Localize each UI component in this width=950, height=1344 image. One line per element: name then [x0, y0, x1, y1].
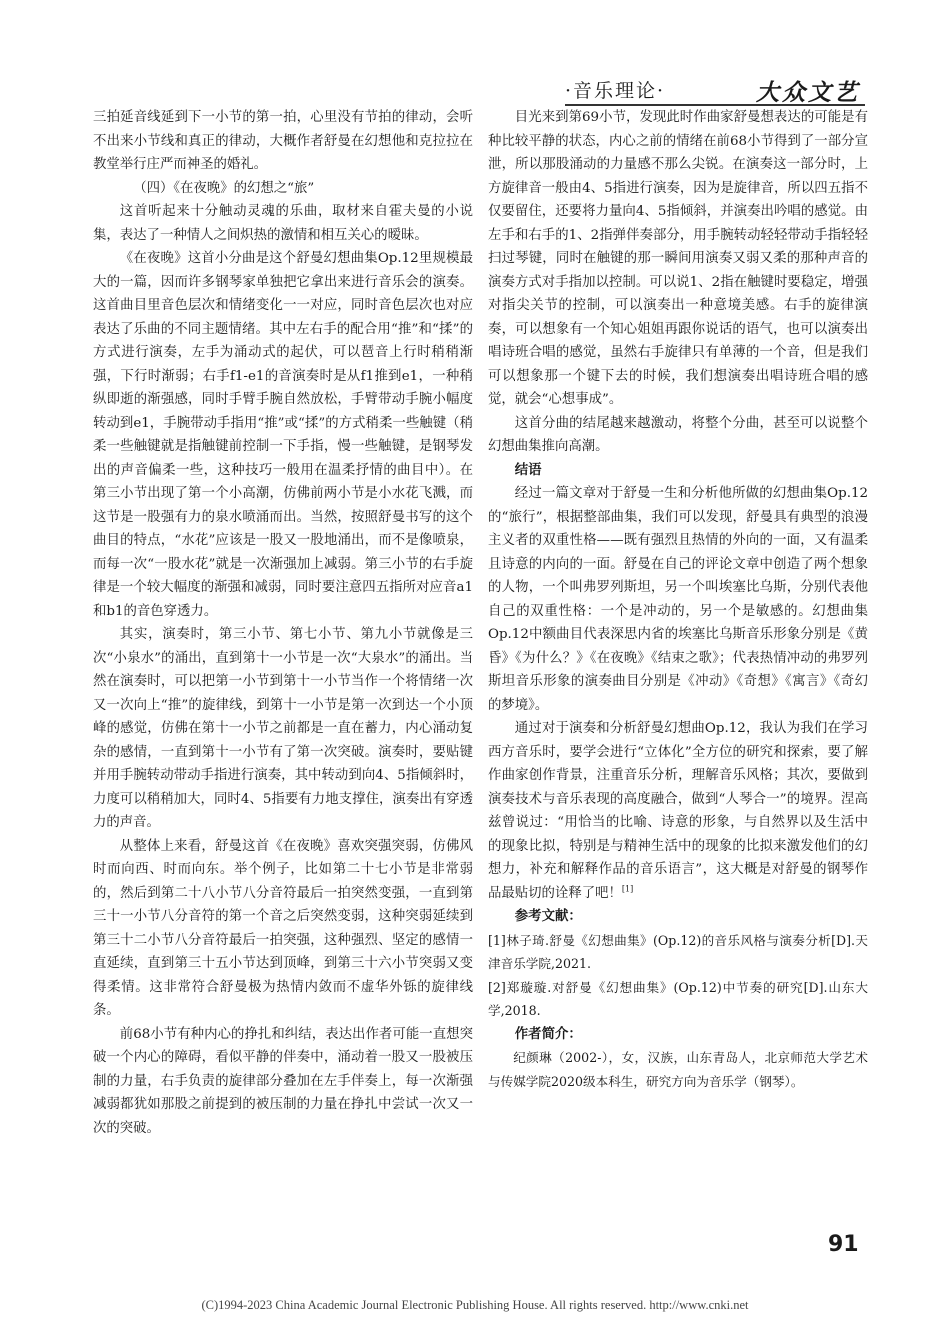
page-number: 91: [828, 1232, 859, 1257]
right-column: [488, 106, 868, 1093]
references-list: [488, 929, 868, 1023]
conclusion-heading: 结语: [514, 461, 542, 478]
running-header: [565, 74, 865, 104]
references-heading: 参考文献：: [514, 908, 582, 924]
citation-mark: [1]: [621, 884, 634, 894]
paragraph-text: 通过对于演奏和分析舒曼幻想曲Op.12，我认为我们在学习西方音乐时，要学会进行“立体化”全方位的研究和探索，要了解作曲家创作背景，注重音乐分析，理解音乐风格；其次，要做到演奏技术与音乐表现的高度融合，做到“人琴合一”的境界。涅高兹曾说过：“用恰当的比喻、诗意的形象，与自然界以及生活中的现象比拟，特别是与精神生活中的现象的比拟来激发他们的幻想力，补充和解释作品的音乐语言”，这大概是对舒曼的钢琴作品最贴切的诠释了吧！: [488, 721, 868, 901]
paragraph: 这首分曲的结尾越来越激动，将整个分曲，甚至可以说整个幻想曲集推向高潮。: [488, 415, 868, 454]
paragraph: 其实，演奏时，第三小节、第七小节、第九小节就像是三次“小泉水”的涌出，直到第十一小节是一次“大泉水”的涌出。当然在演奏时，可以把第一小节到第十一小节当作一个将情绪一次又一次向上“推”的旋律线，到第十一小节是第一次到达一个小顶峰的感觉，仿佛在第十一小节之前都是一直在蓄力，内心涌动复杂的感情，一直到第十一小节有了第一次突破。演奏时，要贴键并用手腕转动带动手指进行演奏，其中转动到向4、5指倾斜时，力度可以稍稍加大，同时4、5指要有力地支撑住，演奏出有穿透力的声音。: [93, 627, 473, 830]
paragraph: 从整体上来看，舒曼这首《在夜晚》喜欢突强突弱，仿佛风时而向西、时而向东。举个例子，比如第二十七小节是非常弱的，然后到第二十八小节八分音符最后一拍突然变强，一直到第三十一小节八分音符的第一个音之后突然变弱，这种突弱延续到第三十二小节八分音符最后一拍突强，这种强烈、坚定的感情一直延续，直到第三十五小节达到顶峰，到第三十六小节突弱又变得柔情。这非常符合舒曼极为热情内敛而不虚华外铄的旋律线条。: [93, 838, 473, 1018]
paragraph: 目光来到第69小节，发现此时作曲家舒曼想表达的可能是有种比较平静的状态，内心之前的情绪在前68小节得到了一部分宣泄，所以那股涌动的力量感不那么尖锐。在演奏这一部分时，上方旋律音一般由4、5指进行演奏，因为是旋律音，所以四五指不仅要留住，还要将力量向4、5指倾斜，并演奏出吟唱的感觉。由左手和右手的1、2指弹伴奏部分，用手腕转动轻轻带动手指轻轻扫过琴键，同时在触键的那一瞬间用演奏又弱又柔的那种声音的演奏方式对手指加以控制。可以说1、2指在触键时要稳定，增强对指尖关节的控制，可以演奏出一种意境美感。右手的旋律演奏，可以想象有一个知心姐姐再跟你说话的语气，也可以演奏出唱诗班合唱的感觉，虽然右手旋律只有单薄的一个音，但是我们可以想象那一个键下去的时候，我们想演奏出唱诗班合唱的感觉，就会“心想事成”。: [488, 110, 868, 407]
paragraph: 三拍延音线延到下一小节的第一拍，心里没有节拍的律动，会听不出来小节线和真正的律动，大概作者舒曼在幻想他和克拉拉在教堂举行庄严而神圣的婚礼。: [93, 110, 473, 172]
section-label: ·音乐理论·: [565, 80, 666, 102]
reference-item: [1]林子琦.舒曼《幻想曲集》(Op.12)的音乐风格与演奏分析[D].天津音乐学院,2021.: [488, 932, 868, 971]
copyright-footer: (C)1994-2023 China Academic Journal Electronic Publishing House. All rights reserved. http://www.cnki.net: [201, 1298, 749, 1312]
magazine-title: 大众文艺: [756, 79, 860, 106]
paragraph: [488, 717, 868, 905]
paragraph: 这首听起来十分触动灵魂的乐曲，取材来自霍夫曼的小说集，表达了一种情人之间炽热的激情和相互关心的暧昧。: [93, 204, 473, 243]
author-text: 纪颜琳（2002-），女，汉族，山东青岛人，北京师范大学艺术与传媒学院2020级本科生，研究方向为音乐学（钢琴）。: [488, 1050, 868, 1089]
author-heading: 作者简介：: [514, 1025, 582, 1042]
reference-item: [2]郑璇璇.对舒曼《幻想曲集》(Op.12)中节奏的研究[D].山东大学,2018.: [488, 979, 868, 1018]
left-column: [93, 106, 473, 1140]
section-heading: （四）《在夜晚》的幻想之“旅”: [133, 180, 315, 196]
paragraph: 经过一篇文章对于舒曼一生和分析他所做的幻想曲集Op.12的“旅行”，根据整部曲集，我们可以发现，舒曼具有典型的浪漫主义者的双重性格——既有强烈且热情的外向的一面，又有温柔且诗意的内向的一面。舒曼在自己的评论文章中创造了两个想象的人物，一个叫弗罗列斯坦，另一个叫埃塞比乌斯，分别代表他自己的双重性格：一个是冲动的，另一个是敏感的。幻想曲集Op.12中额曲目代表深思内省的埃塞比乌斯音乐形象分别是《黄昏》《为什么？》《在夜晚》《结束之歌》；代表热情冲动的弗罗列斯坦音乐形象的演奏曲目分别是《冲动》《奇想》《寓言》《奇幻的梦境》。: [488, 486, 868, 713]
paragraph: 《在夜晚》这首小分曲是这个舒曼幻想曲集Op.12里规模最大的一篇，因而许多钢琴家单独把它拿出来进行音乐会的演奏。这首曲目里音色层次和情绪变化一一对应，同时音色层次也对应表达了乐曲的不同主题情绪。其中左右手的配合用“推”和“揉”的方式进行演奏，左手为涌动式的起伏，可以琶音上行时稍稍渐强，下行时渐弱；右手f1-e1的音演奏时是从f1推到e1，一种稍纵即逝的渐强感，同时手臂手腕自然放松，手臂带动手腕小幅度转动到e1，手腕带动手指用“推”或“揉”的方式稍柔一些触键（稍柔一些触键就是指触键前控制一下手指，慢一些触键，是钢琴发出的声音偏柔一些，这种技巧一般用在温柔抒情的曲目中）。在第三小节出现了第一个小高潮，仿佛前两小节是小水花飞溅，而这节是一股强有力的泉水喷涌而出。当然，按照舒曼书写的这个曲目的特点，“水花”应该是一股又一股地涌出，而不是像喷泉，而每一次“一股水花”就是一次渐强加上减弱。第三小节的右手旋律是一个较大幅度的渐强和减弱，同时要注意四五指所对应音a1和b1的音色穿透力。: [93, 251, 473, 619]
author-bio: [488, 1046, 868, 1093]
paragraph: 前68小节有种内心的挣扎和纠结，表达出作者可能一直想突破一个内心的障碍，看似平静的伴奏中，涌动着一股又一股被压制的力量，右手负责的旋律部分叠加在左手伴奏上，每一次渐强减弱都犹如那股之前提到的被压制的力量在挣扎中尝试一次又一次的突破。: [93, 1026, 473, 1136]
